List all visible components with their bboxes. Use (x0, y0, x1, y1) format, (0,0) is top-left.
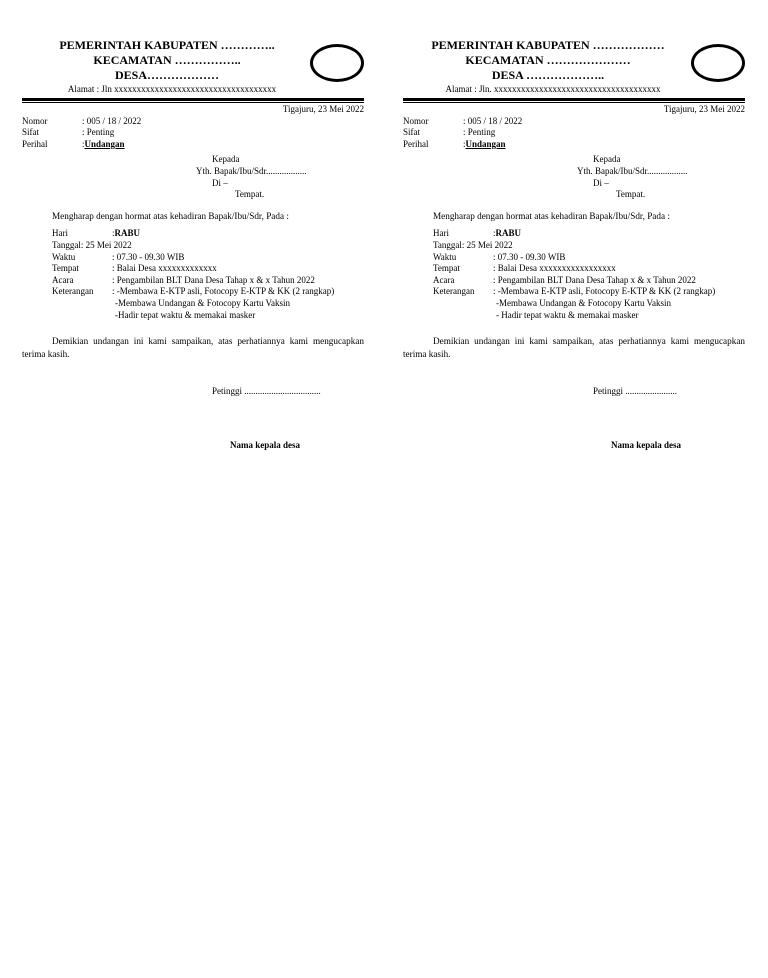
detail-keterangan-line: -Membawa Undangan & Fotocopy Kartu Vaksin (115, 297, 291, 308)
recipient-line: Yth. Bapak/Ibu/Sdr.................. (196, 165, 307, 176)
meta-perihal (22, 139, 364, 151)
detail-acara (52, 275, 364, 287)
meta-perihal (403, 139, 745, 151)
meta-value: : 005 / 18 / 2022 (82, 115, 142, 126)
letterhead-district: KECAMATAN …………….. (93, 53, 241, 67)
detail-hari (52, 228, 364, 240)
meta-value: : Penting (82, 127, 115, 138)
intro-text: Mengharap dengan hormat atas kehadiran Bapak/Ibu/Sdr, Pada : (433, 210, 670, 221)
detail-keterangan-line: -Hadir tepat waktu & memakai masker (115, 309, 256, 320)
meta-nomor (22, 116, 364, 128)
detail-tempat (433, 263, 745, 275)
detail-waktu (52, 252, 364, 264)
meta-subject: Undangan (465, 138, 506, 149)
letter-date: Tigajuru, 23 Mei 2022 (282, 104, 364, 114)
detail-value: Tanggal: 25 Mei 2022 (52, 239, 132, 250)
recipient-line: Tempat. (235, 189, 265, 200)
detail-key: Hari (433, 228, 449, 239)
recipient-block (533, 154, 745, 200)
detail-hari (433, 228, 745, 240)
detail-key: Acara (433, 274, 455, 285)
meta-prefix: : (82, 138, 85, 149)
detail-key: Tempat (52, 263, 79, 274)
meta-nomor (403, 116, 745, 128)
signature-name: Nama kepala desa (611, 439, 682, 450)
detail-value: : Pengambilan BLT Dana Desa Tahap x & x Tahun 2022 (493, 274, 696, 285)
detail-value: : Balai Desa xxxxxxxxxxxxx (112, 263, 217, 274)
letterhead (403, 36, 745, 98)
detail-value: : -Membawa E-KTP asli, Fotocopy E-KTP & KK (2 rangkap) (112, 286, 335, 297)
detail-key: Tempat (433, 263, 460, 274)
detail-tanggal (433, 240, 745, 252)
letterhead-regency: PEMERINTAH KABUPATEN ………….. (59, 38, 275, 52)
detail-value: Tanggal: 25 Mei 2022 (433, 239, 513, 250)
recipient-line: Kepada (593, 154, 621, 165)
detail-key: Keterangan (433, 286, 475, 297)
detail-value: : -Membawa E-KTP asli, Fotocopy E-KTP & KK (2 rangkap) (493, 286, 716, 297)
detail-acara (433, 275, 745, 287)
detail-value: : Balai Desa xxxxxxxxxxxxxxxxx (493, 263, 616, 274)
meta-key: Sifat (403, 127, 420, 138)
invitation-letter-left (22, 36, 364, 451)
letterhead-regency: PEMERINTAH KABUPATEN ……………… (431, 38, 665, 52)
recipient-line: Tempat. (616, 189, 646, 200)
letterhead (22, 36, 364, 98)
detail-tempat (52, 263, 364, 275)
closing-paragraph: Demikian undangan ini kami sampaikan, atas perhatiannya kami mengucapkan terima kasih. (403, 336, 745, 359)
intro-text: Mengharap dengan hormat atas kehadiran Bapak/Ibu/Sdr, Pada : (52, 210, 289, 221)
detail-value: RABU (114, 228, 141, 239)
logo-placeholder-icon (691, 44, 745, 82)
detail-prefix: : (112, 228, 115, 239)
signature-name: Nama kepala desa (230, 439, 301, 450)
event-details (22, 228, 364, 321)
detail-key: Hari (52, 228, 68, 239)
detail-key: Keterangan (52, 286, 94, 297)
detail-key: Waktu (433, 251, 457, 262)
signature-title: Petinggi ....................... (593, 386, 678, 397)
detail-tanggal (52, 240, 364, 252)
meta-prefix: : (463, 138, 466, 149)
letterhead-village: DESA ……………….. (491, 68, 605, 82)
detail-value: RABU (495, 228, 522, 239)
letterhead-district: KECAMATAN ………………… (465, 53, 631, 67)
meta-key: Perihal (403, 138, 429, 149)
detail-key: Acara (52, 274, 74, 285)
meta-value: : Penting (463, 127, 496, 138)
header-rule (403, 98, 745, 101)
recipient-line: Di – (212, 177, 228, 188)
detail-prefix: : (493, 228, 496, 239)
letterhead-address: Alamat : Jln. xxxxxxxxxxxxxxxxxxxxxxxxxxxxxxxxxxxxx (445, 84, 661, 94)
recipient-block (152, 154, 364, 200)
meta-subject: Undangan (84, 138, 125, 149)
meta-key: Perihal (22, 138, 48, 149)
closing-paragraph: Demikian undangan ini kami sampaikan, atas perhatiannya kami mengucapkan terima kasih. (22, 336, 364, 359)
recipient-line: Di – (593, 177, 609, 188)
meta-sifat (403, 127, 745, 139)
detail-key: Waktu (52, 251, 76, 262)
detail-value: : 07.30 - 09.30 WIB (112, 251, 185, 262)
event-details (403, 228, 745, 321)
letter-date: Tigajuru, 23 Mei 2022 (663, 104, 745, 114)
header-rule-thin (403, 102, 745, 103)
detail-keterangan-line: -Membawa Undangan & Fotocopy Kartu Vaksin (496, 297, 672, 308)
header-rule-thin (22, 102, 364, 103)
detail-value: : Pengambilan BLT Dana Desa Tahap x & x Tahun 2022 (112, 274, 315, 285)
invitation-letter-right (403, 36, 745, 451)
letterhead-village: DESA……………… (114, 68, 219, 82)
header-rule (22, 98, 364, 101)
letterhead-address: Alamat : Jln xxxxxxxxxxxxxxxxxxxxxxxxxxxxxxxxxxxx (67, 84, 277, 94)
recipient-line: Yth. Bapak/Ibu/Sdr.................. (577, 165, 688, 176)
signature-title: Petinggi .................................. (212, 386, 321, 397)
meta-sifat (22, 127, 364, 139)
logo-placeholder-icon (310, 44, 364, 82)
detail-keterangan-line: - Hadir tepat waktu & memakai masker (496, 309, 639, 320)
meta-key: Nomor (403, 115, 429, 126)
recipient-line: Kepada (212, 154, 240, 165)
detail-waktu (433, 252, 745, 264)
meta-key: Nomor (22, 115, 48, 126)
meta-key: Sifat (22, 127, 39, 138)
detail-value: : 07.30 - 09.30 WIB (493, 251, 566, 262)
meta-value: : 005 / 18 / 2022 (463, 115, 523, 126)
detail-keterangan (52, 286, 364, 298)
detail-keterangan (433, 286, 745, 298)
